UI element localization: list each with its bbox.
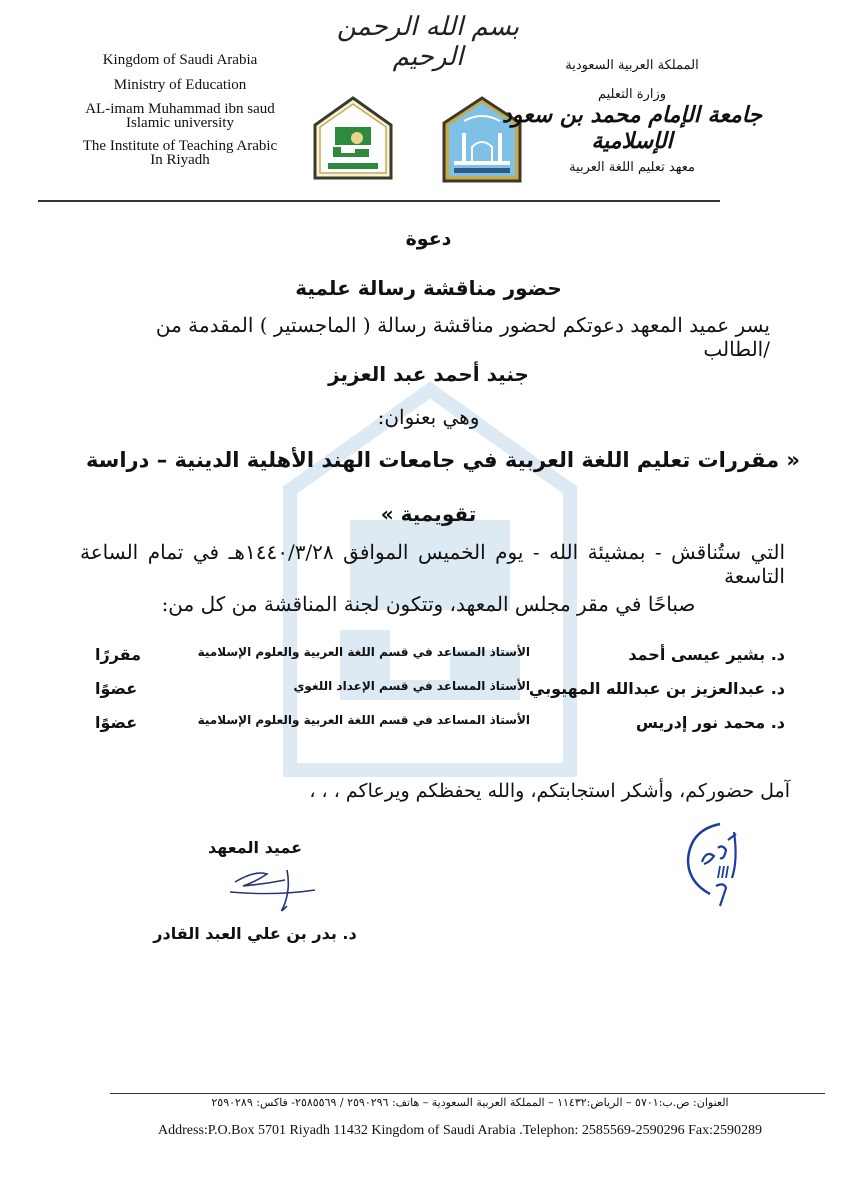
member-position: الأستاذ المساعد في قسم اللغة العربية والعلوم الإسلامية: [197, 645, 530, 659]
committee-member: [95, 645, 785, 673]
signature-icon: [225, 860, 335, 920]
invitation-subtitle: حضور مناقشة رسالة علمية: [295, 276, 562, 300]
ar-ministry: وزارة التعليم: [597, 87, 667, 102]
handwritten-reference-icon: [680, 820, 750, 910]
member-role: عضوًا: [95, 679, 138, 698]
en-kingdom: Kingdom of Saudi Arabia: [102, 52, 258, 68]
committee-member: [95, 679, 785, 707]
member-role: عضوًا: [95, 713, 138, 732]
institute-logo-icon: [311, 95, 395, 181]
footer-address-arabic: العنوان: ص.ب:٥٧٠١ – الرياض:١١٤٣٢ – المملكة العربية السعودية – هاتف: ٢٥٩٠٢٩٦ / ٢٥٨٥٥٦٩- فاكس: ٢٥٩٠٢٨٩: [211, 1096, 729, 1109]
invitation-intro: يسر عميد المعهد دعوتكم لحضور مناقشة رسالة ( الماجستير ) المقدمة من الطالب/: [155, 313, 770, 361]
ar-university: جامعة الإمام محمد بن سعود الإسلامية: [501, 102, 763, 154]
ar-institute: معهد تعليم اللغة العربية: [569, 160, 695, 175]
member-name: د. بشير عيسى أحمد: [628, 645, 785, 664]
en-university: AL-imam Muhammad ibn saud Islamic university: [85, 101, 275, 131]
thesis-title-line2: تقويمية »: [380, 502, 477, 526]
member-role: مقررًا: [95, 645, 142, 664]
thesis-title-line1: « مقررات تعليم اللغة العربية في جامعات الهند الأهلية الدينية – دراسة: [85, 448, 800, 472]
header-divider: [38, 200, 720, 202]
thesis-label: وهي بعنوان:: [377, 405, 480, 429]
defense-details-line1: التي ستُناقش - بمشيئة الله - يوم الخميس الموافق ١٤٤٠/٣/٢٨هـ في تمام الساعة التاسعة: [80, 540, 786, 588]
member-name: د. عبدالعزيز بن عبدالله المهيوبي: [528, 679, 785, 698]
member-position: الأستاذ المساعد في قسم الإعداد اللغوي: [293, 679, 530, 693]
member-position: الأستاذ المساعد في قسم اللغة العربية والعلوم الإسلامية: [197, 713, 530, 727]
student-name: جنيد أحمد عبد العزيز: [328, 362, 529, 386]
ar-kingdom: المملكة العربية السعودية: [565, 58, 699, 73]
committee-member: [95, 713, 785, 741]
member-name: د. محمد نور إدريس: [635, 713, 785, 732]
dean-title: عميد المعهد: [207, 838, 303, 857]
footer-divider: [110, 1093, 825, 1094]
defense-details-line2: صباحًا في مقر مجلس المعهد، وتتكون لجنة المناقشة من كل من:: [161, 592, 696, 616]
closing-remark: آمل حضوركم، وأشكر استجابتكم، والله يحفظكم ويرعاكم ، ، ،: [309, 780, 790, 802]
en-institute: The Institute of Teaching Arabic In Riyadh: [82, 138, 278, 168]
invitation-title: دعوة: [405, 228, 452, 250]
dean-name: د. بدر بن علي العبد القادر: [153, 924, 357, 943]
english-letterhead: [60, 52, 300, 176]
arabic-letterhead: [477, 58, 787, 175]
en-ministry: Ministry of Education: [113, 77, 247, 93]
basmala-calligraphy: بسم الله الرحمن الرحيم: [336, 12, 520, 72]
footer-address-english: Address:P.O.Box 5701 Riyadh 11432 Kingdom of Saudi Arabia .Telephon: 2585569-2590296 Fax:2590289: [158, 1123, 762, 1138]
